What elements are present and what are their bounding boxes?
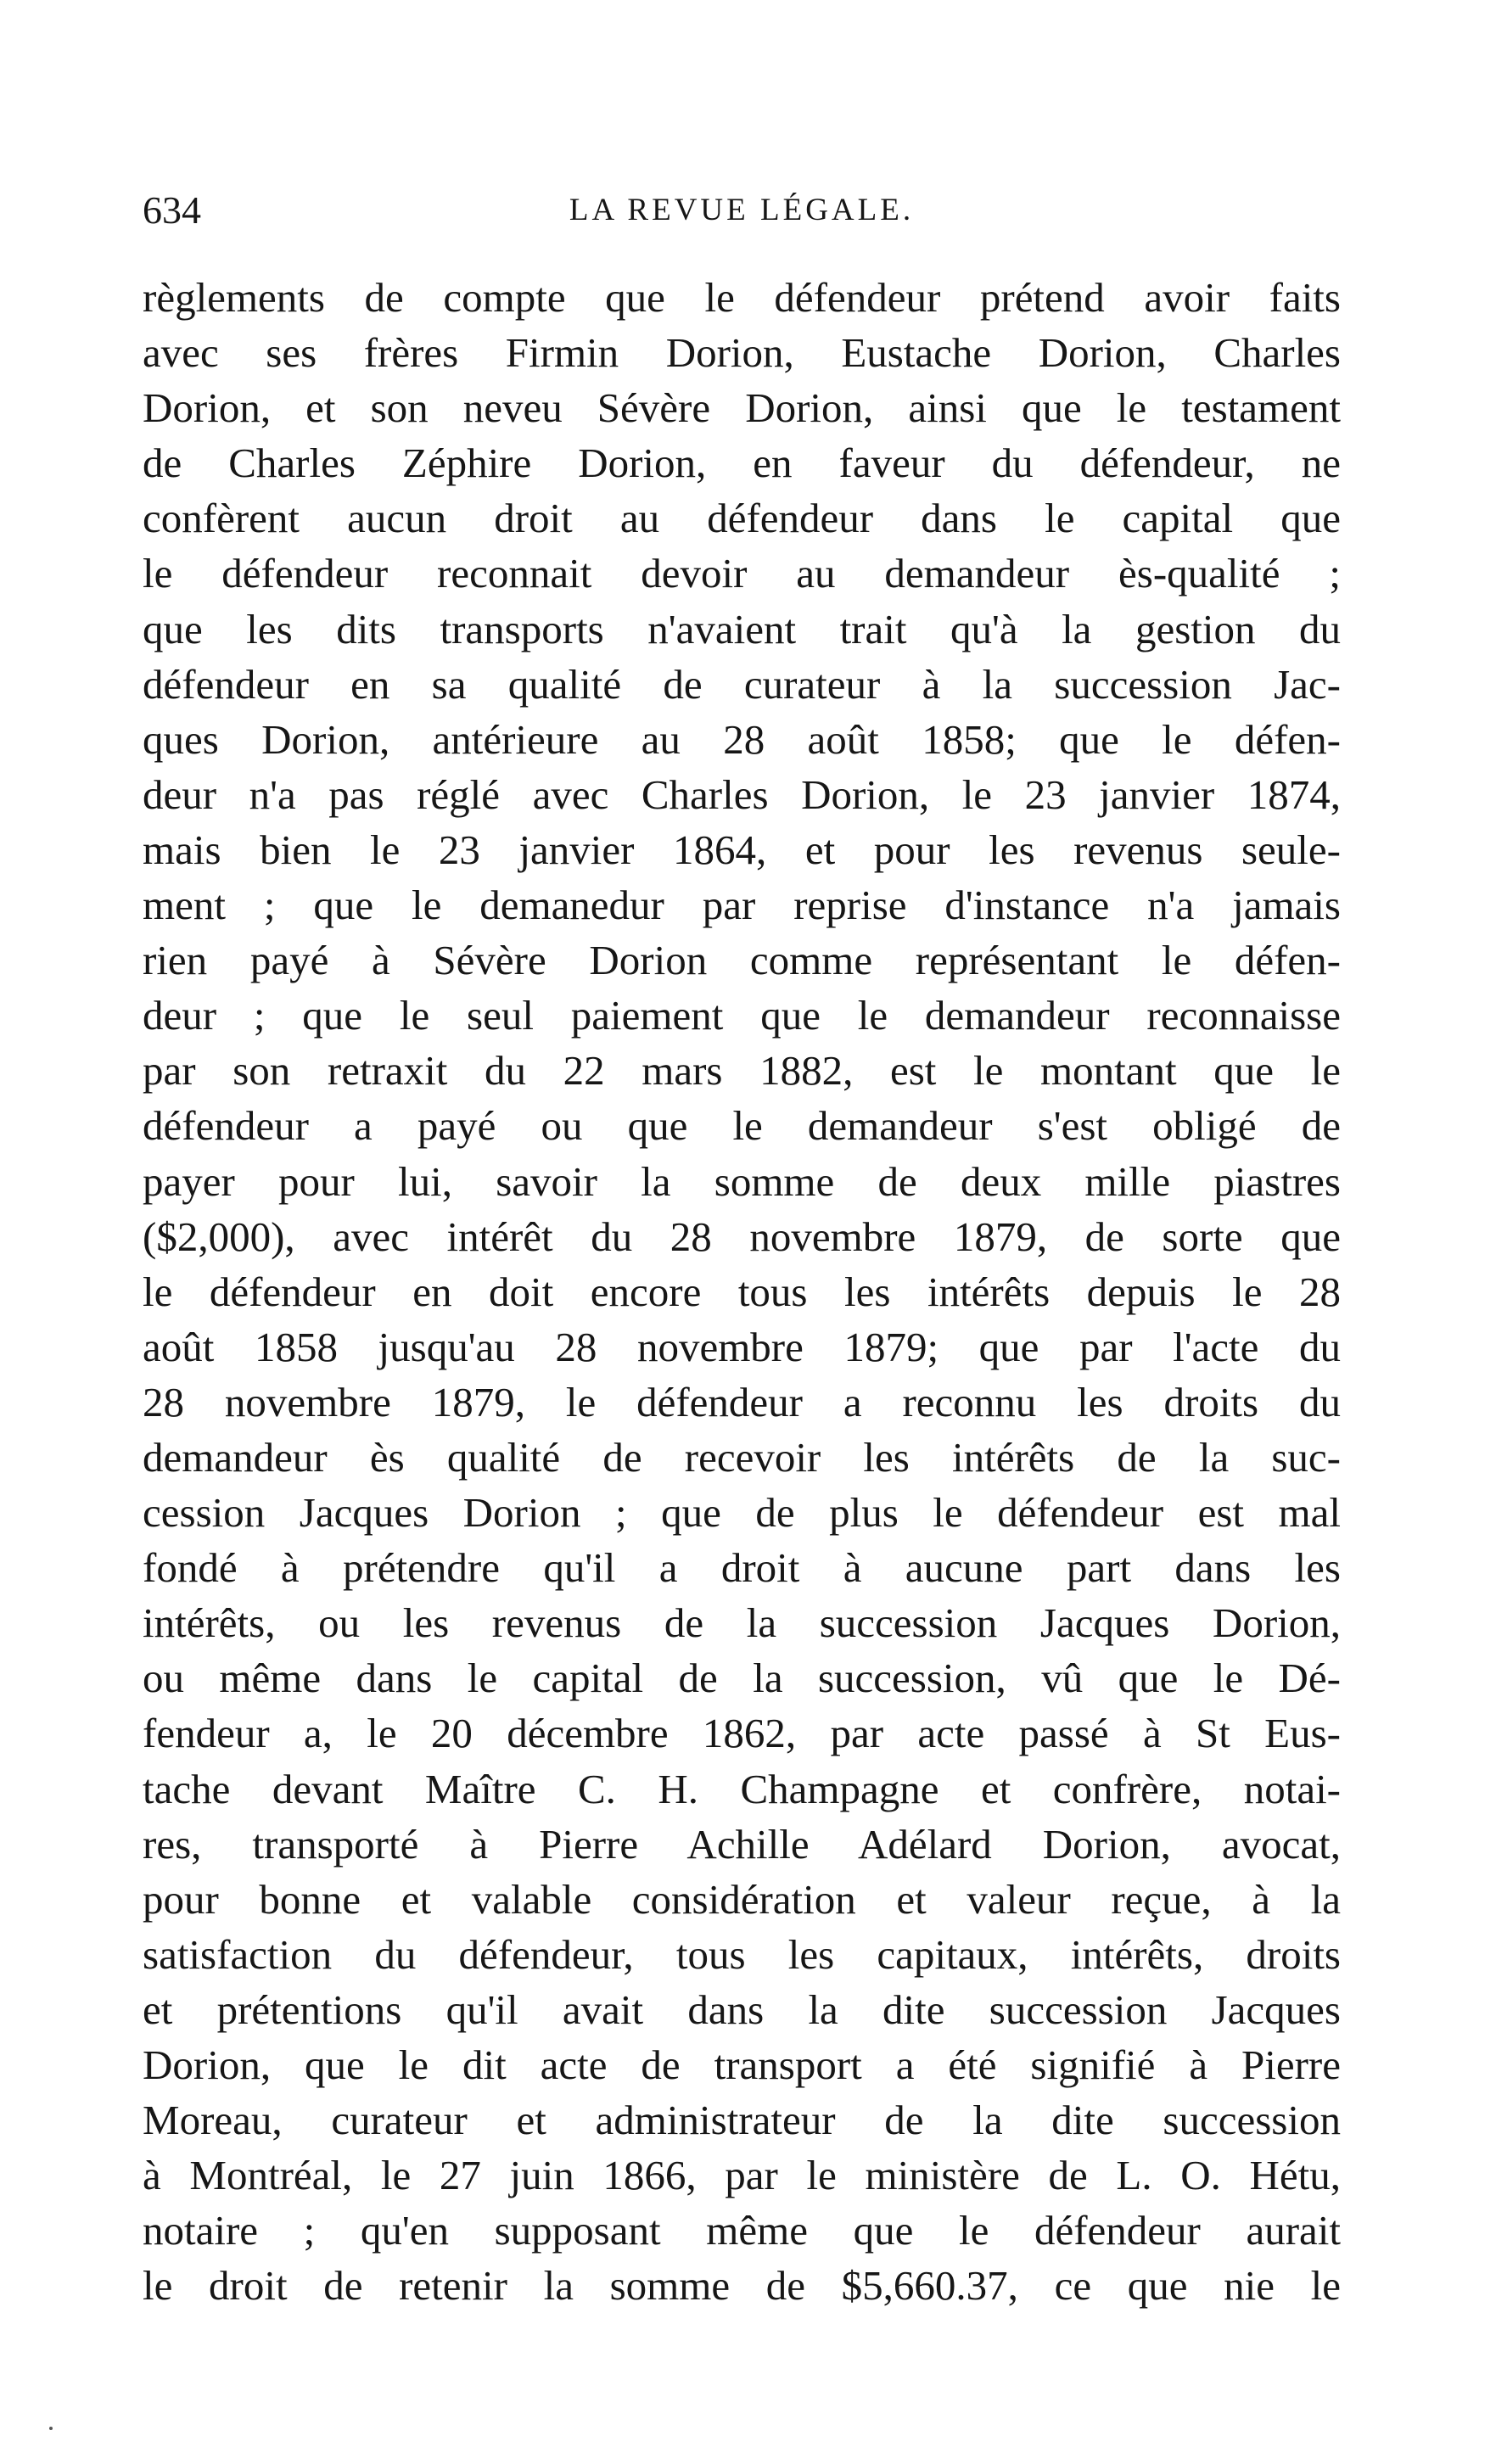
running-head (143, 185, 1341, 236)
text-line: intérêts, ou les revenus de la succession Jacques Dorion, (143, 1599, 1341, 1647)
text-line: le défendeur reconnait devoir au demandeur ès-qualité ; (143, 550, 1341, 597)
text-line: tache devant Maître C. H. Champagne et confrère, notai- (143, 1765, 1341, 1812)
running-title: LA REVUE LÉGALE. (569, 193, 915, 227)
text-line: notaire ; qu'en supposant même que le défendeur aurait (143, 2207, 1341, 2254)
text-line: confèrent aucun droit au défendeur dans le capital que (143, 495, 1341, 542)
text-line: le droit de retenir la somme de $5,660.37, ce que nie le (143, 2262, 1341, 2310)
text-line: avec ses frères Firmin Dorion, Eustache Dorion, Charles (143, 329, 1341, 377)
text-line: août 1858 jusqu'au 28 novembre 1879; que par l'acte du (143, 1323, 1341, 1370)
text-line: par son retraxit du 22 mars 1882, est le montant que le (143, 1047, 1341, 1095)
text-line: satisfaction du défendeur, tous les capitaux, intérêts, droits (143, 1930, 1341, 1978)
text-line: cession Jacques Dorion ; que de plus le défendeur est mal (143, 1489, 1341, 1537)
text-line: deur n'a pas réglé avec Charles Dorion, le 23 janvier 1874, (143, 770, 1341, 818)
page-number: 634 (143, 188, 201, 232)
text-line: demandeur ès qualité de recevoir les intérêts de la suc- (143, 1433, 1341, 1481)
text-line: et prétentions qu'il avait dans la dite succession Jacques (143, 1985, 1341, 2033)
text-line: Moreau, curateur et administrateur de la dite succession (143, 2097, 1341, 2144)
text-line: deur ; que le seul paiement que le demandeur reconnaisse (143, 992, 1341, 1039)
text-line: ($2,000), avec intérêt du 28 novembre 1879, de sorte que (143, 1212, 1341, 1260)
text-line: le défendeur en doit encore tous les intérêts depuis le 28 (143, 1268, 1341, 1315)
text-line: Dorion, et son neveu Sévère Dorion, ainsi que le testament (143, 384, 1341, 432)
text-line: de Charles Zéphire Dorion, en faveur du défendeur, ne (143, 440, 1341, 487)
text-line: Dorion, que le dit acte de transport a été signifié à Pierre (143, 2041, 1341, 2088)
text-line: défendeur a payé ou que le demandeur s'est obligé de (143, 1102, 1341, 1150)
text-line: ou même dans le capital de la succession, vû que le Dé- (143, 1655, 1341, 1702)
text-line: payer pour lui, savoir la somme de deux mille piastres (143, 1157, 1341, 1205)
text-line: ques Dorion, antérieure au 28 août 1858; que le défen- (143, 715, 1341, 763)
body-paragraph (143, 270, 1341, 2313)
text-line: fendeur a, le 20 décembre 1862, par acte passé à St Eus- (143, 1710, 1341, 1757)
text-line: règlements de compte que le défendeur prétend avoir faits (143, 274, 1341, 321)
text-line: fondé à prétendre qu'il a droit à aucune part dans les (143, 1544, 1341, 1592)
text-line: ment ; que le demanedur par reprise d'instance n'a jamais (143, 882, 1341, 929)
text-line: défendeur en sa qualité de curateur à la succession Jac- (143, 660, 1341, 708)
text-line: pour bonne et valable considération et valeur reçue, à la (143, 1875, 1341, 1923)
text-line: 28 novembre 1879, le défendeur a reconnu les droits du (143, 1378, 1341, 1425)
text-line: que les dits transports n'avaient trait qu'à la gestion du (143, 605, 1341, 652)
text-line: res, transporté à Pierre Achille Adélard Dorion, avocat, (143, 1820, 1341, 1868)
text-line: à Montréal, le 27 juin 1866, par le ministère de L. O. Hétu, (143, 2152, 1341, 2199)
text-line: mais bien le 23 janvier 1864, et pour les revenus seule- (143, 826, 1341, 873)
margin-speck (49, 2427, 53, 2430)
text-line: rien payé à Sévère Dorion comme représentant le défen- (143, 937, 1341, 984)
